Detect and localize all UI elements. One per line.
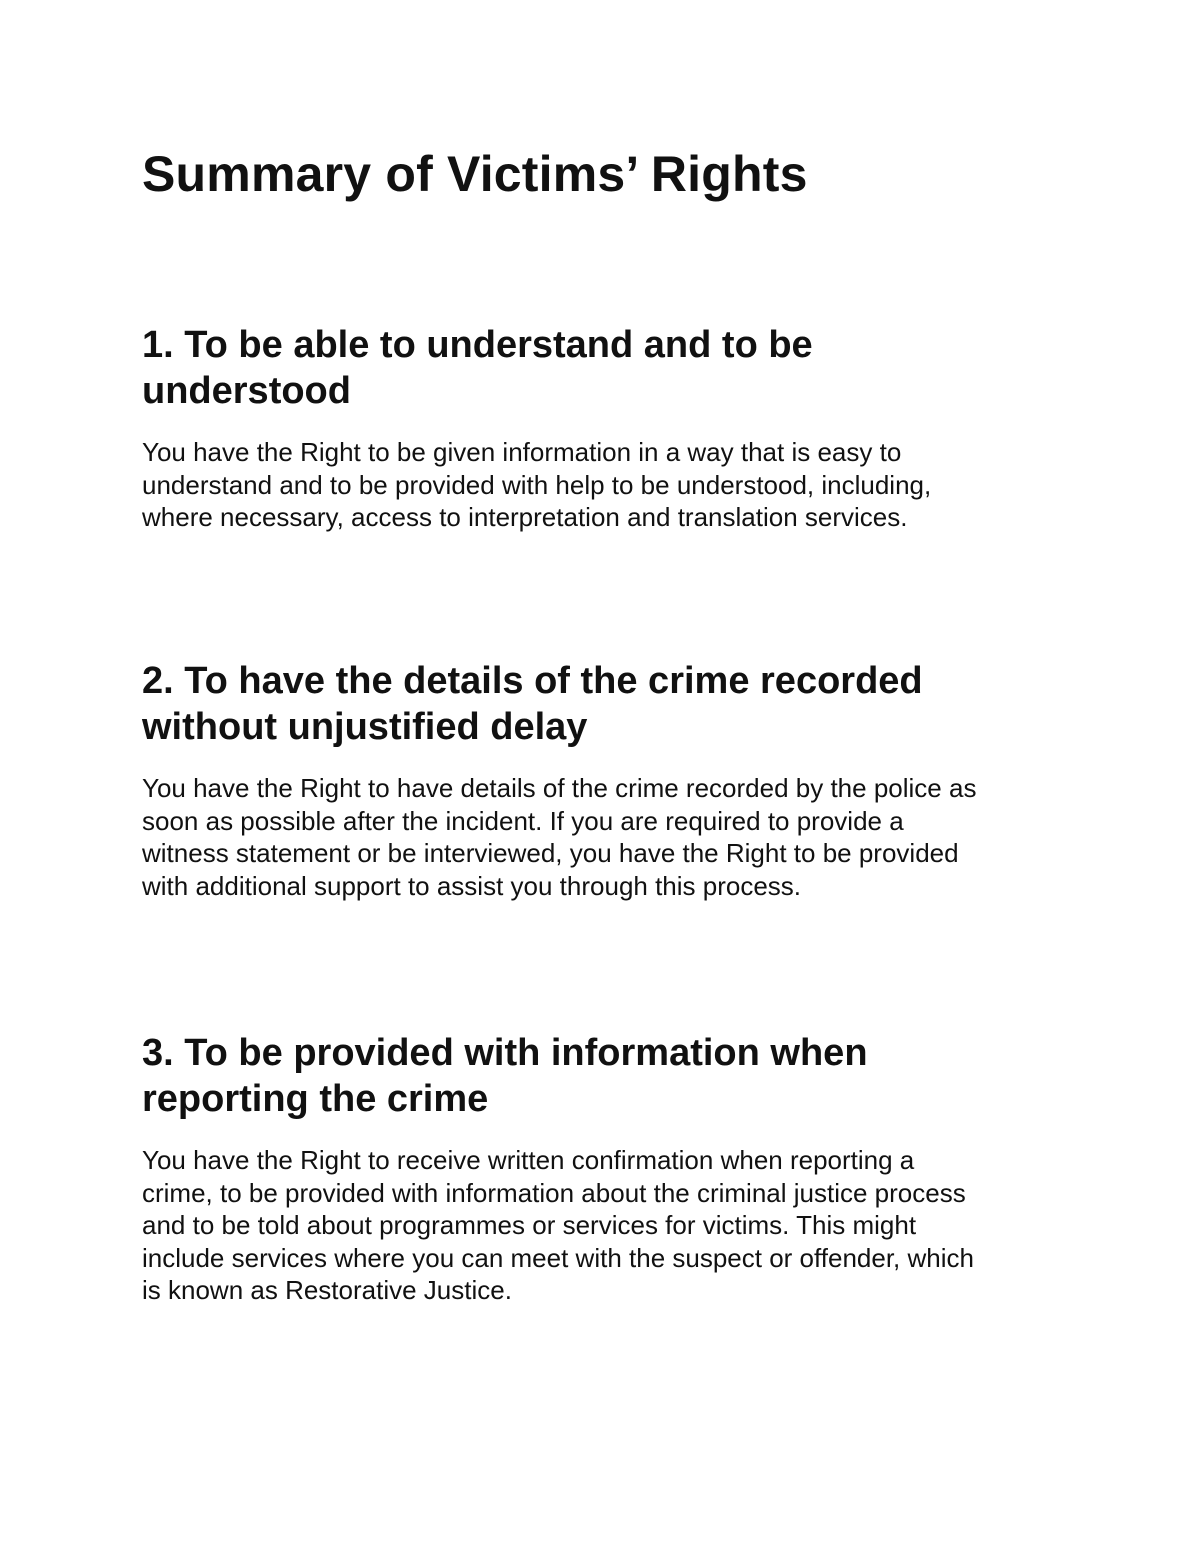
section-heading-line: 1. To be able to understand and to be [142, 324, 813, 366]
body-line: crime, to be provided with information about the criminal justice process [142, 1177, 966, 1208]
section-heading [142, 658, 1072, 750]
section-heading-line: without unjustified delay [142, 706, 588, 748]
section-heading-line: 2. To have the details of the crime recorded [142, 660, 923, 702]
section-body [142, 772, 1072, 902]
page-title: Summary of Victims’ Rights [142, 146, 808, 202]
body-line: is known as Restorative Justice. [142, 1275, 512, 1305]
body-line: You have the Right to have details of the crime recorded by the police as [142, 773, 977, 803]
section-body [142, 436, 1072, 534]
body-line: soon as possible after the incident. If you are required to provide a [142, 805, 904, 836]
section-heading-line: 3. To be provided with information when [142, 1032, 868, 1074]
body-line: include services where you can meet with the suspect or offender, which [142, 1242, 974, 1273]
right-section-3 [142, 1030, 1072, 1307]
section-heading [142, 1030, 1072, 1122]
body-line: with additional support to assist you through this process. [142, 870, 802, 901]
body-line: understand and to be provided with help to be understood, including, [142, 469, 932, 500]
section-heading-line: reporting the crime [142, 1078, 489, 1120]
body-line: witness statement or be interviewed, you have the Right to be provided [142, 838, 959, 868]
body-line: You have the Right to receive written confirmation when reporting a [142, 1145, 915, 1175]
right-section-2 [142, 658, 1072, 902]
body-line: where necessary, access to interpretation and translation services. [142, 502, 908, 532]
body-line: You have the Right to be given information in a way that is easy to [142, 437, 902, 467]
section-body [142, 1144, 1072, 1307]
section-heading [142, 322, 1072, 414]
body-line: and to be told about programmes or services for victims. This might [142, 1210, 917, 1240]
section-heading-line: understood [142, 370, 351, 412]
right-section-1 [142, 322, 1072, 534]
